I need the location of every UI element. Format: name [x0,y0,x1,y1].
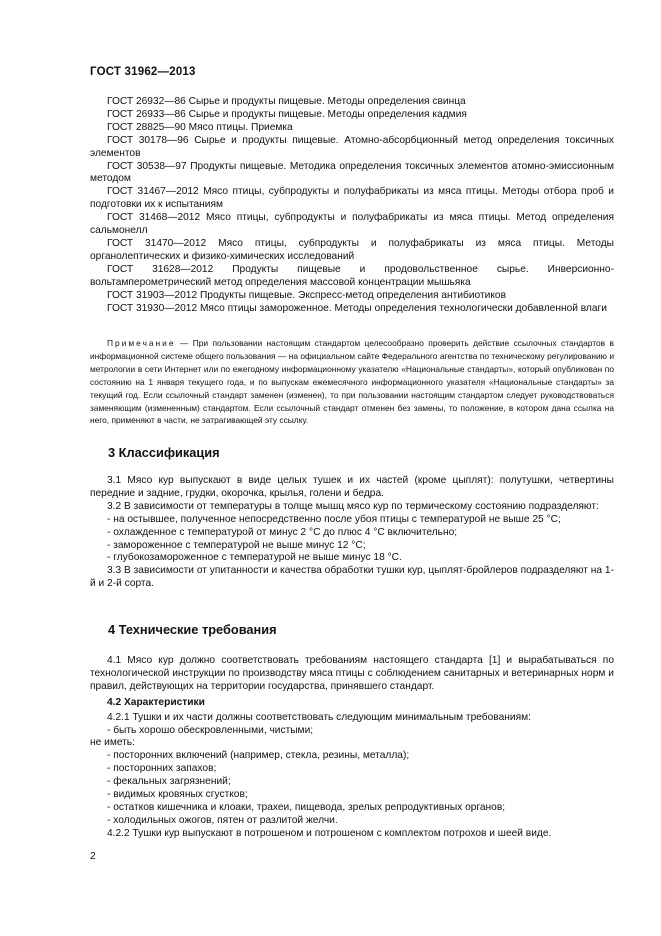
reference-item: ГОСТ 31467—2012 Мясо птицы, субпродукты и полуфабрикаты из мяса птицы. Методы отбора проб и подготовки их к испытаниям [90,186,614,211]
note-text: — При пользовании настоящим стандартом целесообразно проверить действие ссылочных стандартов в информационной системе общего пользования — на официальном сайте Федерального агентства по техническому регулированию и метрологии в сети Интернет или по ежегодному информационному указателю «Национальные стандарты», который опубликован по состоянию на 1 января текущего года, и по выпускам ежемесячного информационного указателя «Национальные стандарты» за текущий год. Если ссылочный стандарт заменен (изменен), то при пользовании настоящим стандартом следует руководствоваться заменяющим (измененным) стандартом. Если ссылочный стандарт отменен без замены, то положение, в котором дана ссылка на него, применяют в части, не затрагивающей эту ссылку. [90,338,614,426]
list-item: - посторонних включений (например, стекла, резины, металла); [107,750,410,762]
paragraph-4-1: 4.1 Мясо кур должно соответствовать требованиям настоящего стандарта [1] и вырабатываться по технологической инструкции по производству мяса птицы с соблюдением санитарных и ветеринарных норм и правил, действующих на территории государства, принявшего стандарт. [90,655,614,692]
list-item: - охлажденное с температурой от минус 2 °С до плюс 4 °С включительно; [107,526,458,538]
reference-item: ГОСТ 31628—2012 Продукты пищевые и продовольственное сырье. Инверсионно-вольтамперометрический метод определения массовой концентрации мышьяка [90,263,614,288]
list-item: - холодильных ожогов, пятен от разлитой желчи. [107,814,338,826]
paragraph-3-2: 3.2 В зависимости от температуры в толще мышц мясо кур по термическому состоянию подразделяют: [107,500,599,512]
not-have-label: не иметь: [90,737,135,749]
reference-item: ГОСТ 31930—2012 Мясо птицы замороженное. Методы определения технологически добавленной влаги [107,302,607,314]
reference-item: ГОСТ 26933—86 Сырье и продукты пищевые. Методы определения кадмия [107,108,467,120]
section-4-body [90,655,614,841]
paragraph-4-2-1: 4.2.1 Тушки и их части должны соответствовать следующим минимальным требованиям: [107,711,531,723]
paragraph-3-1: 3.1 Мясо кур выпускают в виде целых тушек и их частей (кроме цыплят): полутушки, четвертины передние и задние, грудки, окорочка, крылья, голени и бедра. [90,475,614,499]
section-3-body [90,475,614,591]
reference-item: ГОСТ 30178—96 Сырье и продукты пищевые. Атомно-абсорбционный метод определения токсичных элементов [90,134,614,159]
reference-item: ГОСТ 31468—2012 Мясо птицы, субпродукты и полуфабрикаты из мяса птицы. Метод определения сальмонелл [90,212,614,237]
list-item: - фекальных загрязнений; [107,776,231,788]
list-item: - быть хорошо обескровленными, чистыми; [107,724,314,736]
section-3-title: 3 Классификация [108,445,220,460]
page-header: ГОСТ 31962—2013 [90,66,196,78]
paragraph-3-3: 3.3 В зависимости от упитанности и качества обработки тушки кур, цыплят-бройлеров подразделяют на 1-й и 2-й сорта. [90,565,614,590]
reference-item: ГОСТ 31903—2012 Продукты пищевые. Экспресс-метод определения антибиотиков [107,289,506,301]
note-label: Примечание [107,338,176,348]
reference-item: ГОСТ 30538—97 Продукты пищевые. Методика определения токсичных элементов атомно-эмиссионным методом [90,160,614,185]
list-item: - на остывшее, полученное непосредственно после убоя птицы с температурой не выше 25 °С; [107,513,561,525]
list-item: - глубокозамороженное с температурой не выше минус 18 °С. [107,552,402,564]
section-4-title: 4 Технические требования [108,622,277,637]
reference-item: ГОСТ 28825—90 Мясо птицы. Приемка [107,121,293,133]
paragraph-4-2-2: 4.2.2 Тушки кур выпускают в потрошеном и потрошеном с комплектом потрохов и шеей виде. [107,827,552,839]
list-item: - посторонних запахов; [107,763,217,775]
list-item: - остатков кишечника и клоаки, трахеи, пищевода, зрелых репродуктивных органов; [107,801,506,813]
list-item: - видимых кровяных сгустков; [107,789,248,801]
page-number: 2 [90,851,96,862]
reference-item: ГОСТ 31470—2012 Мясо птицы, субпродукты и полуфабрикаты из мяса птицы. Методы органолептических и физико-химических исследований [90,237,614,262]
list-item: - замороженное с температурой не выше минус 12 °С; [107,539,366,551]
reference-item: ГОСТ 26932—86 Сырье и продукты пищевые. Методы определения свинца [107,96,466,107]
reference-list [90,96,614,315]
subsection-4-2-title: 4.2 Характеристики [107,696,205,708]
note-paragraph [90,337,614,427]
